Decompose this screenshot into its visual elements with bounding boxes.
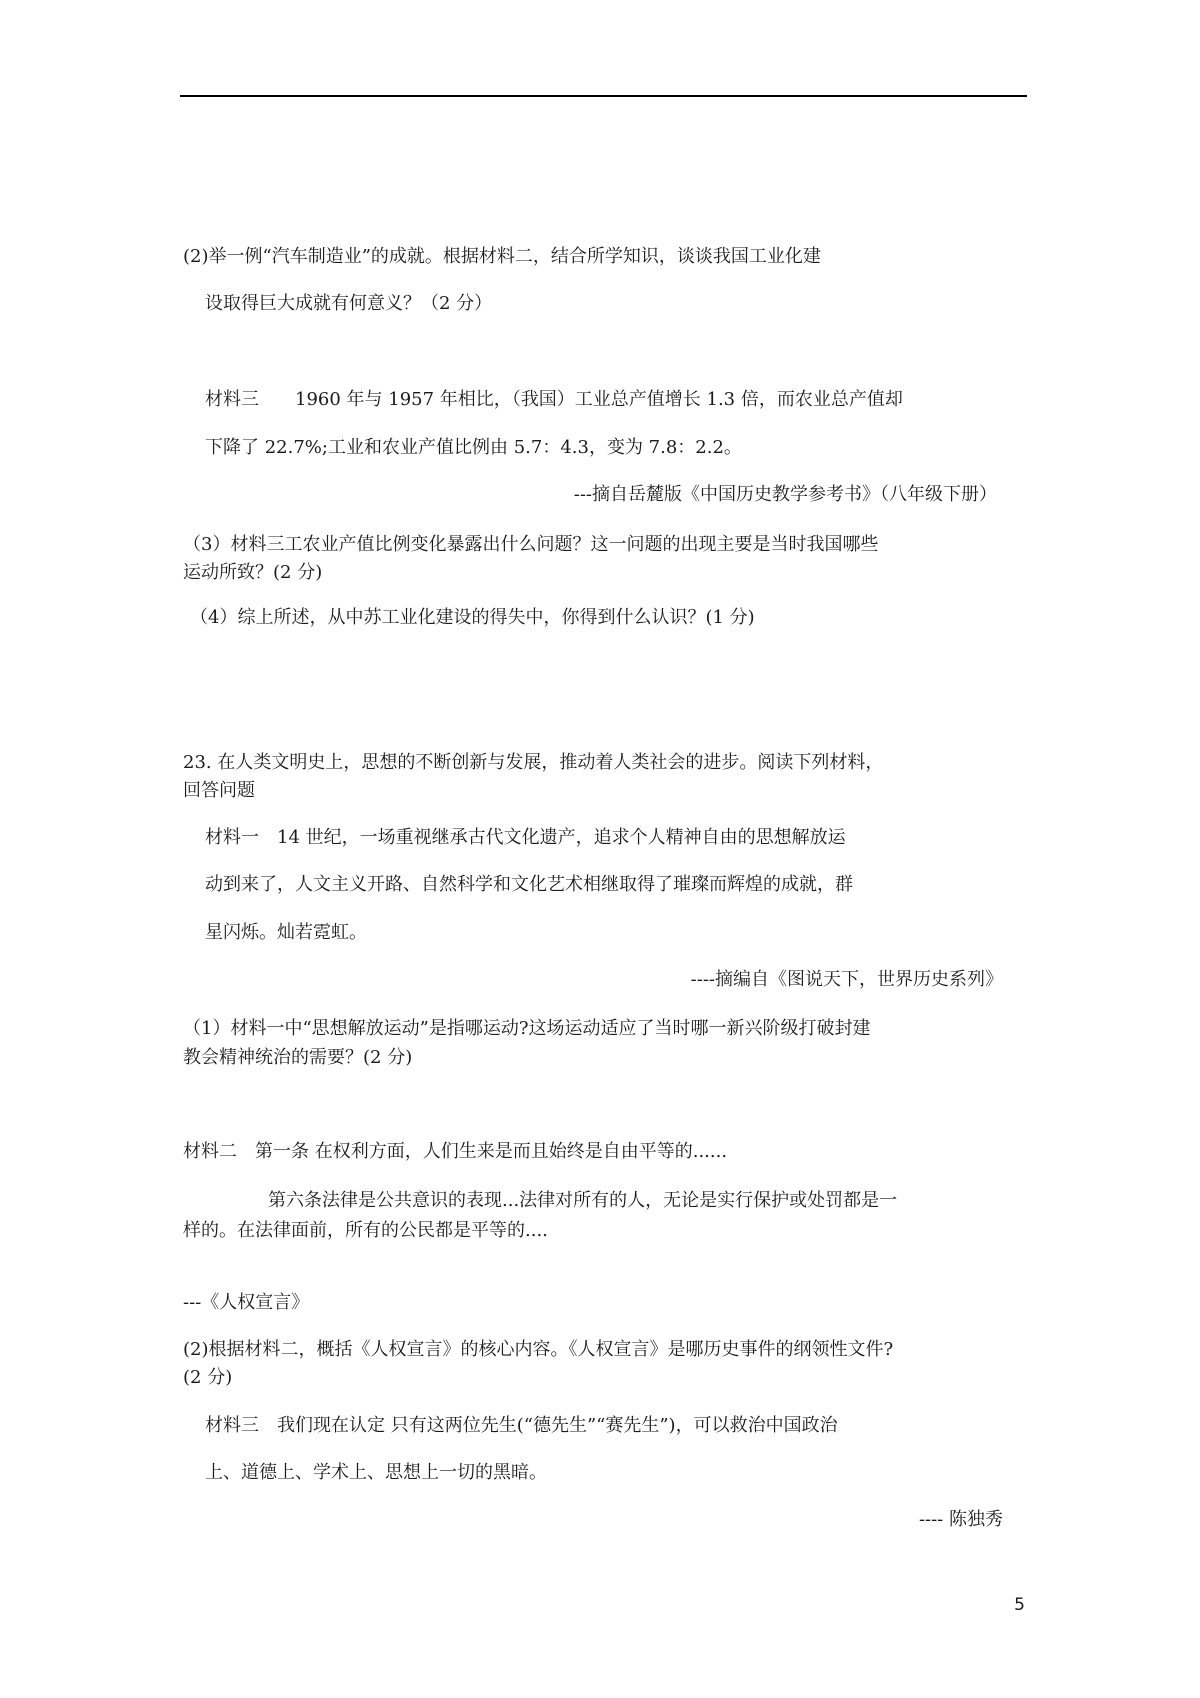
q23-material-1-line-1: 材料一 14 世纪，一场重视继承古代文化遗产，追求个人精神自由的思想解放运 [205,827,846,848]
q23-material-1-line-3: 星闪烁。灿若霓虹。 [205,922,367,943]
question-23-2-line-1: (2)根据材料二，概括《人权宣言》的核心内容。《人权宣言》是哪历史事件的纲领性文件? [183,1339,894,1360]
q23-material-3-source: ---- 陈独秀 [918,1509,1003,1530]
question-23-2-line-2: (2 分) [183,1367,233,1388]
question-23-intro-line-1: 23. 在人类文明史上，思想的不断创新与发展，推动着人类社会的进步。阅读下列材料， [183,752,884,773]
question-23-intro-line-2: 回答问题 [183,780,255,801]
question-22-4: （4）综上所述，从中苏工业化建设的得失中，你得到什么认识？(1 分) [190,607,755,628]
question-23-1-line-1: （1）材料一中“思想解放运动”是指哪运动?这场运动适应了当时哪一新兴阶级打破封建 [183,1018,871,1039]
material-3-source: ---摘自岳麓版《中国历史教学参考书》（八年级下册） [573,484,997,505]
header-rule [180,95,1027,97]
q23-material-2-source: ---《人权宣言》 [183,1292,310,1313]
question-22-2-line-2: 设取得巨大成就有何意义？（2 分） [205,293,493,314]
q23-material-1-source: ----摘编自《图说天下，世界历史系列》 [690,969,1003,990]
question-22-3-line-1: （3）材料三工农业产值比例变化暴露出什么问题？这一问题的出现主要是当时我国哪些 [183,534,879,555]
q23-material-2-line-1: 材料二 第一条 在权利方面，人们生来是而且始终是自由平等的...... [183,1141,728,1162]
q23-material-2-line-2: 第六条法律是公共意识的表现...法律对所有的人，无论是实行保护或处罚都是一 [268,1190,898,1211]
q23-material-2-line-3: 样的。在法律面前，所有的公民都是平等的.... [183,1220,548,1241]
question-22-2-line-1: (2)举一例“汽车制造业”的成就。根据材料二，结合所学知识，谈谈我国工业化建 [183,246,821,267]
question-22-3-line-2: 运动所致？(2 分) [183,562,323,583]
question-23-1-line-2: 教会精神统治的需要？(2 分) [183,1047,413,1068]
q23-material-3-line-1: 材料三 我们现在认定 只有这两位先生(“德先生”“赛先生”)，可以救治中国政治 [205,1415,838,1436]
material-3-line-1: 材料三 1960 年与 1957 年相比，（我国）工业总产值增长 1.3 倍，而农业总产值却 [205,389,903,410]
q23-material-1-line-2: 动到来了，人文主义开路、自然科学和文化艺术相继取得了璀璨而辉煌的成就，群 [205,874,853,895]
material-3-line-2: 下降了 22.7%;工业和农业产值比例由 5.7：4.3，变为 7.8：2.2。 [205,437,742,458]
page-number: 5 [1014,1595,1025,1615]
q23-material-3-line-2: 上、道德上、学术上、思想上一切的黑暗。 [205,1462,547,1483]
